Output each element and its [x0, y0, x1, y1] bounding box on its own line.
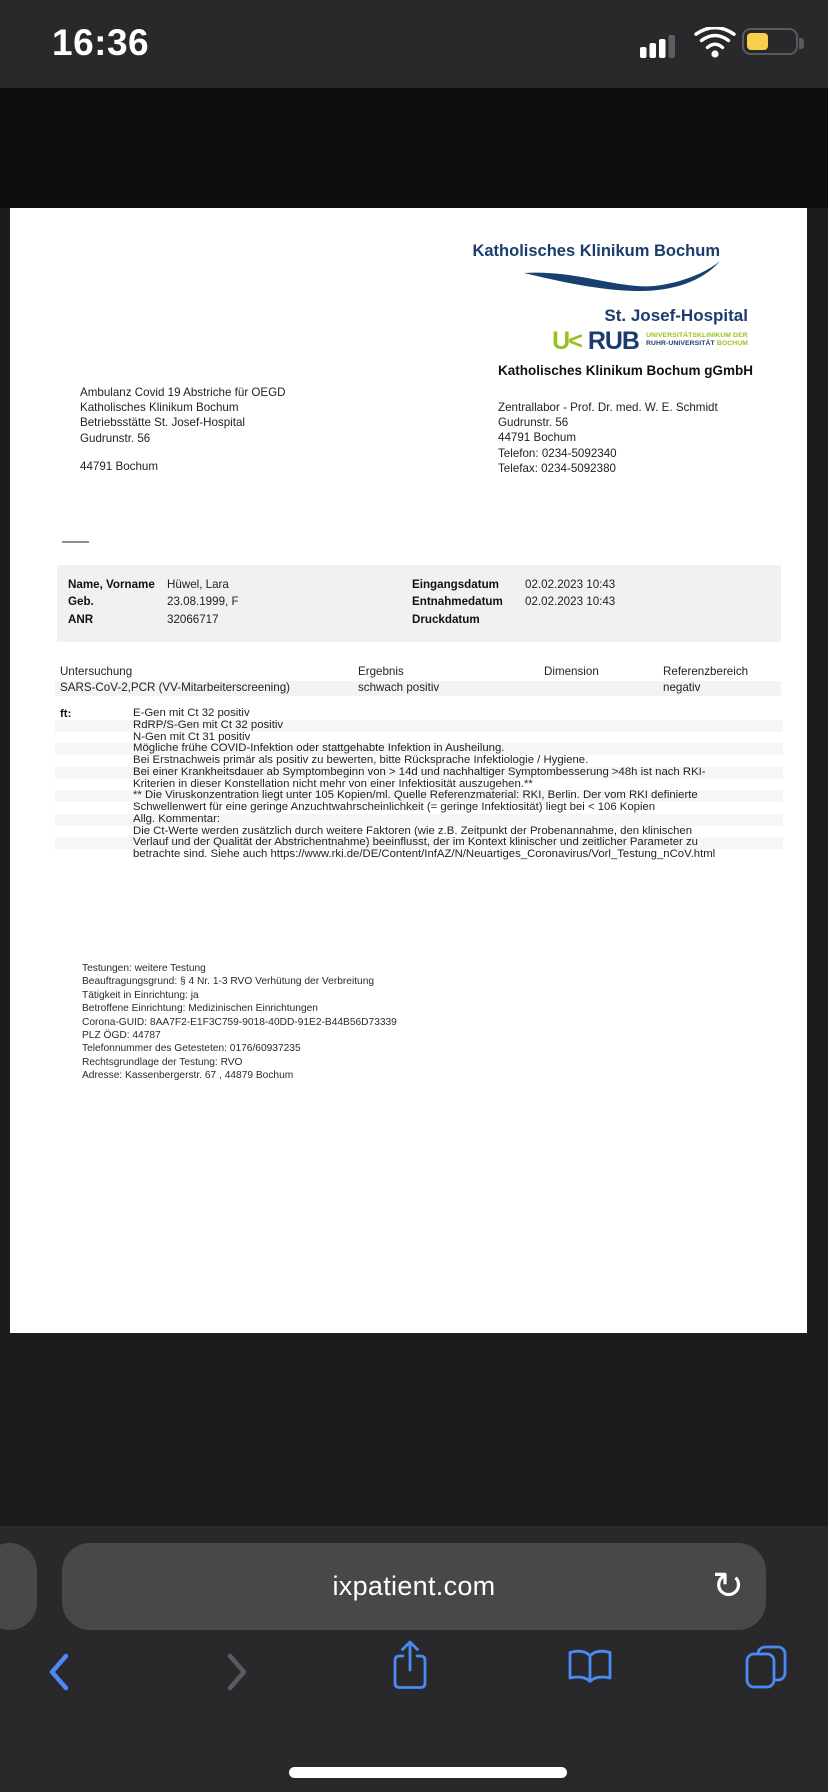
- result-row: [55, 681, 781, 696]
- document-page: [10, 208, 807, 1333]
- forward-button[interactable]: [224, 1650, 250, 1694]
- footnote-lines: [55, 708, 783, 861]
- testing-meta-block: [82, 962, 397, 1083]
- footnote-line: RdRP/S-Gen mit Ct 32 positiv: [55, 720, 783, 732]
- entry-date-label: Eingangsdatum: [412, 578, 499, 591]
- lab-line: Telefax: 0234-5092380: [498, 461, 616, 475]
- meta-line: PLZ ÖGD: 44787: [82, 1030, 161, 1042]
- recipient-line: Betriebsstätte St. Josef-Hospital: [80, 416, 245, 430]
- ukrub-rub-text: RUB: [587, 327, 639, 355]
- footnote-line: Bei Erstnachweis primär als positiv zu bewerten, bitte Rücksprache Infektiologie / Hygiene.: [133, 754, 589, 766]
- col-referenzbereich: Referenzbereich: [663, 665, 749, 678]
- footnote-line: E-Gen mit Ct 32 positiv: [133, 707, 250, 719]
- birth-date-value: 23.08.1999, F: [167, 595, 239, 609]
- back-button[interactable]: [46, 1650, 72, 1694]
- lab-line: Zentrallabor - Prof. Dr. med. W. E. Schmidt: [498, 401, 718, 414]
- footnote-line: Die Ct-Werte werden zusätzlich durch weitere Faktoren (wie z.B. Zeitpunkt der Probenannahme, den klinischen: [133, 824, 693, 837]
- sample-date-value: 02.02.2023 10:43: [525, 595, 616, 609]
- col-dimension: Dimension: [544, 665, 599, 678]
- share-icon[interactable]: [390, 1638, 430, 1692]
- col-ergebnis: Ergebnis: [358, 665, 404, 678]
- results-header: [10, 665, 807, 680]
- result-reference: negativ: [663, 681, 701, 694]
- home-indicator[interactable]: [289, 1767, 567, 1778]
- meta-line: Testungen: weitere Testung: [82, 963, 206, 974]
- battery-icon: [742, 28, 798, 55]
- hospital-name: St. Josef-Hospital: [604, 306, 748, 325]
- clinic-logo-swoosh-icon: [522, 260, 722, 292]
- footnote-line: ** Die Viruskonzentration liegt unter 105 Kopien/ml. Quelle Referenzmaterial: RKI, Berlin. Der vom RKI definierte: [55, 790, 783, 802]
- recipient-city: 44791 Bochum: [80, 459, 158, 473]
- patient-row: [57, 595, 781, 612]
- address-bar[interactable]: [62, 1543, 766, 1630]
- footnote-line: Schwellenwert für eine geringe Anzuchtwahrscheinlichkeit (= geringe Infektiosität) liegt bei < 106 Kopien: [133, 801, 656, 813]
- ukrub-uk-text: U<: [552, 327, 581, 355]
- status-bar: [0, 0, 828, 88]
- bookmarks-icon[interactable]: [566, 1648, 614, 1686]
- meta-line: Tätigkeit in Einrichtung: ja: [82, 989, 199, 1001]
- company-name: Katholisches Klinikum Bochum gGmbH: [498, 363, 754, 378]
- footnote-line: Allg. Kommentar:: [55, 814, 783, 826]
- recipient-line: Ambulanz Covid 19 Abstriche für OEGD: [80, 386, 286, 399]
- footnote-line: Verlauf und der Qualität der Abstrichentnahme) beeinflusst, der im Kontext klinischer und zeitlicher Parameter zu: [55, 837, 783, 849]
- ukrub-subtitle: UNIVERSITÄTSKLINIKUM DER RUHR-UNIVERSITÄT BOCHUM: [646, 332, 748, 347]
- footnote-line: N-Gen mit Ct 31 positiv: [133, 730, 251, 743]
- birth-date-label: Geb.: [68, 595, 94, 609]
- lab-line: Telefon: 0234-5092340: [498, 446, 617, 460]
- meta-line: Adresse: Kassenbergerstr. 67 , 44879 Bochum: [82, 1070, 294, 1082]
- recipient-address: [80, 385, 286, 474]
- url-text: ixpatient.com: [332, 1571, 496, 1601]
- footnote-line: betrachte sind. Siehe auch https://www.rki.de/DE/Content/InfAZ/N/Neuartiges_Coronavirus/Vorl_Testung_nCoV.html: [133, 848, 716, 860]
- wifi-icon: [694, 27, 736, 59]
- previous-tab-peek[interactable]: [0, 1543, 37, 1630]
- patient-info-box: [57, 565, 781, 642]
- anr-label: ANR: [68, 612, 94, 626]
- meta-line: Telefonnummer des Getesteten: 0176/60937235: [82, 1043, 301, 1055]
- patient-row: [57, 578, 781, 595]
- tabs-icon[interactable]: [744, 1644, 788, 1690]
- print-date-label: Druckdatum: [412, 612, 480, 626]
- meta-line: Beauftragungsgrund: § 4 Nr. 1-3 RVO Verhütung der Verbreitung: [82, 976, 375, 988]
- safari-toolbar: [0, 1526, 828, 1792]
- patient-name-value: Hüwel, Lara: [167, 578, 229, 591]
- patient-row: [57, 613, 781, 630]
- anr-value: 32066717: [167, 612, 219, 626]
- clinic-logo-text: Katholisches Klinikum Bochum: [472, 242, 720, 260]
- patient-name-label: Name, Vorname: [68, 578, 155, 591]
- lab-line: Gudrunstr. 56: [498, 416, 569, 430]
- result-test: SARS-CoV-2,PCR (VV-Mitarbeiterscreening): [60, 681, 291, 694]
- meta-line: Betroffene Einrichtung: Medizinischen Einrichtungen: [82, 1003, 318, 1015]
- ukrub-logo: [552, 327, 748, 356]
- lab-address: [498, 400, 718, 476]
- footnote-line: Kriterien in dieser Konstellation nicht mehr von einer Infektiosität auszugehen.**: [133, 777, 533, 790]
- cellular-signal-icon: [640, 28, 680, 58]
- result-value: schwach positiv: [358, 681, 440, 694]
- top-dark-band: [0, 88, 828, 208]
- battery-level-fill: [747, 33, 768, 50]
- footnote-block: [55, 708, 783, 861]
- col-untersuchung: Untersuchung: [60, 665, 133, 678]
- status-time: 16:36: [52, 22, 150, 63]
- meta-line: Rechtsgrundlage der Testung: RVO: [82, 1056, 243, 1068]
- meta-line: Corona-GUID: 8AA7F2-E1F3C759-9018-40DD-91E2-B44B56D73339: [82, 1016, 397, 1028]
- footnote-line: Mögliche frühe COVID-Infektion oder stattgehabte Infektion in Ausheilung.: [55, 743, 783, 755]
- footnote-line: Bei einer Krankheitsdauer ab Symptombeginn von > 14d und nachhaltiger Symptombesserung >48h ist nach RKI-: [55, 767, 783, 779]
- reload-icon[interactable]: ↻: [712, 1562, 744, 1607]
- sample-date-label: Entnahmedatum: [412, 595, 503, 609]
- footnote-label: ft:: [60, 708, 72, 720]
- recipient-line: Gudrunstr. 56: [80, 431, 151, 445]
- lab-line: 44791 Bochum: [498, 431, 576, 445]
- recipient-line: Katholisches Klinikum Bochum: [80, 401, 239, 415]
- entry-date-value: 02.02.2023 10:43: [525, 578, 616, 591]
- fold-mark: [62, 541, 89, 543]
- battery-tip: [799, 38, 804, 49]
